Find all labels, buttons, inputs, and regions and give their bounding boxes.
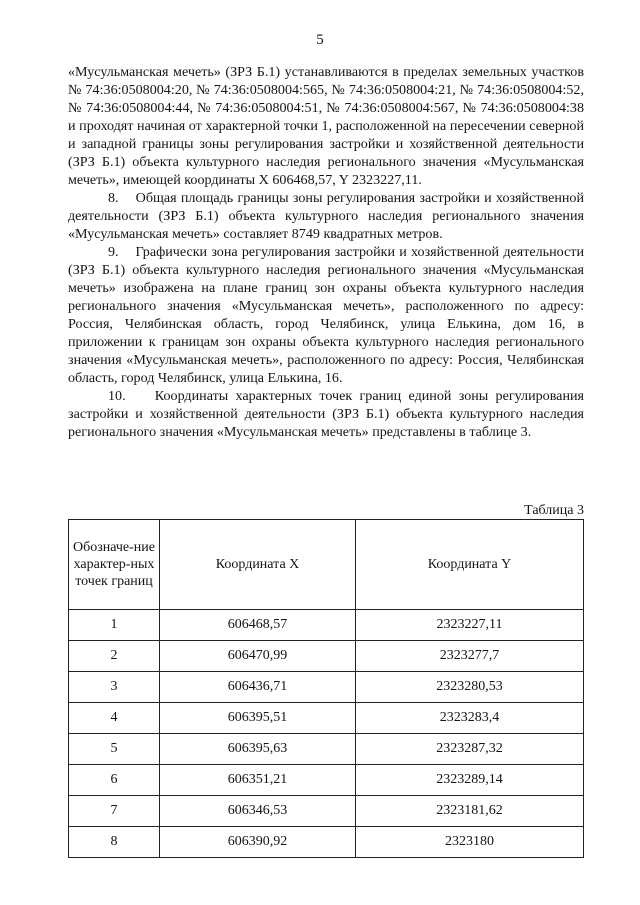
paragraph-9 [68, 243, 584, 387]
coordinate-y: 2323227,11 [356, 610, 584, 641]
paragraph-text: Координаты характерных точек границ единой зоны регулирования застройки и хозяйственной деятельности (ЗРЗ Б.1) объекта культурного наследия регионального значения «Мусульманская мечеть» представлены в таблице 3. [68, 388, 585, 440]
table-row [69, 672, 584, 703]
document-body [68, 63, 584, 441]
paragraph-number: 8. [108, 190, 119, 206]
point-number: 8 [69, 827, 160, 858]
point-number: 6 [69, 765, 160, 796]
table-row [69, 765, 584, 796]
point-number: 5 [69, 734, 160, 765]
table-row [69, 641, 584, 672]
coordinate-y: 2323287,32 [356, 734, 584, 765]
coordinate-y: 2323277,7 [356, 641, 584, 672]
coordinate-y: 2323280,53 [356, 672, 584, 703]
header-coordinate-y: Координата Y [356, 520, 584, 610]
paragraph-number: 10. [108, 388, 126, 404]
table-header-row [69, 520, 584, 610]
coordinate-y: 2323283,4 [356, 703, 584, 734]
coordinate-x: 606351,21 [160, 765, 356, 796]
coordinates-table [68, 519, 584, 858]
coordinate-x: 606395,51 [160, 703, 356, 734]
point-number: 7 [69, 796, 160, 827]
table-row [69, 827, 584, 858]
paragraph-8 [68, 189, 584, 243]
coordinate-x: 606470,99 [160, 641, 356, 672]
table-row [69, 796, 584, 827]
coordinate-y: 2323289,14 [356, 765, 584, 796]
coordinate-x: 606395,63 [160, 734, 356, 765]
page-number: 5 [316, 32, 324, 48]
coordinate-x: 606468,57 [160, 610, 356, 641]
point-number: 1 [69, 610, 160, 641]
table-row [69, 703, 584, 734]
paragraph-10 [68, 387, 584, 441]
table-row [69, 734, 584, 765]
coordinate-x: 606390,92 [160, 827, 356, 858]
coordinate-x: 606346,53 [160, 796, 356, 827]
header-coordinate-x: Координата X [160, 520, 356, 610]
table-caption: Таблица 3 [524, 503, 584, 518]
coordinate-x: 606436,71 [160, 672, 356, 703]
point-number: 3 [69, 672, 160, 703]
header-designation: Обозначе-ние характер-ных точек границ [69, 520, 160, 610]
coordinate-y: 2323181,62 [356, 796, 584, 827]
paragraph-text: Общая площадь границы зоны регулирования застройки и хозяйственной деятельности (ЗРЗ Б.1) объекта культурного наследия регионального значения «Мусульманская мечеть» составляет 8749 квадратных метров. [68, 190, 584, 242]
paragraph-text: «Мусульманская мечеть» (ЗРЗ Б.1) устанавливаются в пределах земельных участков № 74:36:0508004:20, № 74:36:0508004:565, № 74:36:0508004:21, № 74:36:0508004:52, № 74:36:0508004:44, № 74:36:0508004:51, № 74:36:0508004:567, № 74:36:0508004:38 и проходят начиная от характерной точки 1, расположенной на пересечении северной и западной границы зоны регулирования застройки и хозяйственной деятельности (ЗРЗ Б.1) объекта культурного наследия регионального значения «Мусульманская мечеть», имеющей координаты X 606468,57, Y 2323227,11. [68, 64, 584, 188]
paragraph-continuation [68, 63, 584, 189]
table-row [69, 610, 584, 641]
point-number: 2 [69, 641, 160, 672]
paragraph-number: 9. [108, 244, 119, 260]
point-number: 4 [69, 703, 160, 734]
coordinate-y: 2323180 [356, 827, 584, 858]
paragraph-text: Графически зона регулирования застройки и хозяйственной деятельности (ЗРЗ Б.1) объекта культурного наследия регионального значения «Мусульманская мечеть» изображена на плане границ зон охраны объекта культурного наследия регионального значения «Мусульманская мечеть», расположенного по адресу: Россия, Челябинская область, город Челябинск, улица Елькина, дом 16, в приложении к границам зон охраны объекта культурного наследия регионального значения «Мусульманская мечеть», расположенного по адресу: Россия, Челябинская область, город Челябинск, улица Елькина, 16. [68, 244, 585, 386]
